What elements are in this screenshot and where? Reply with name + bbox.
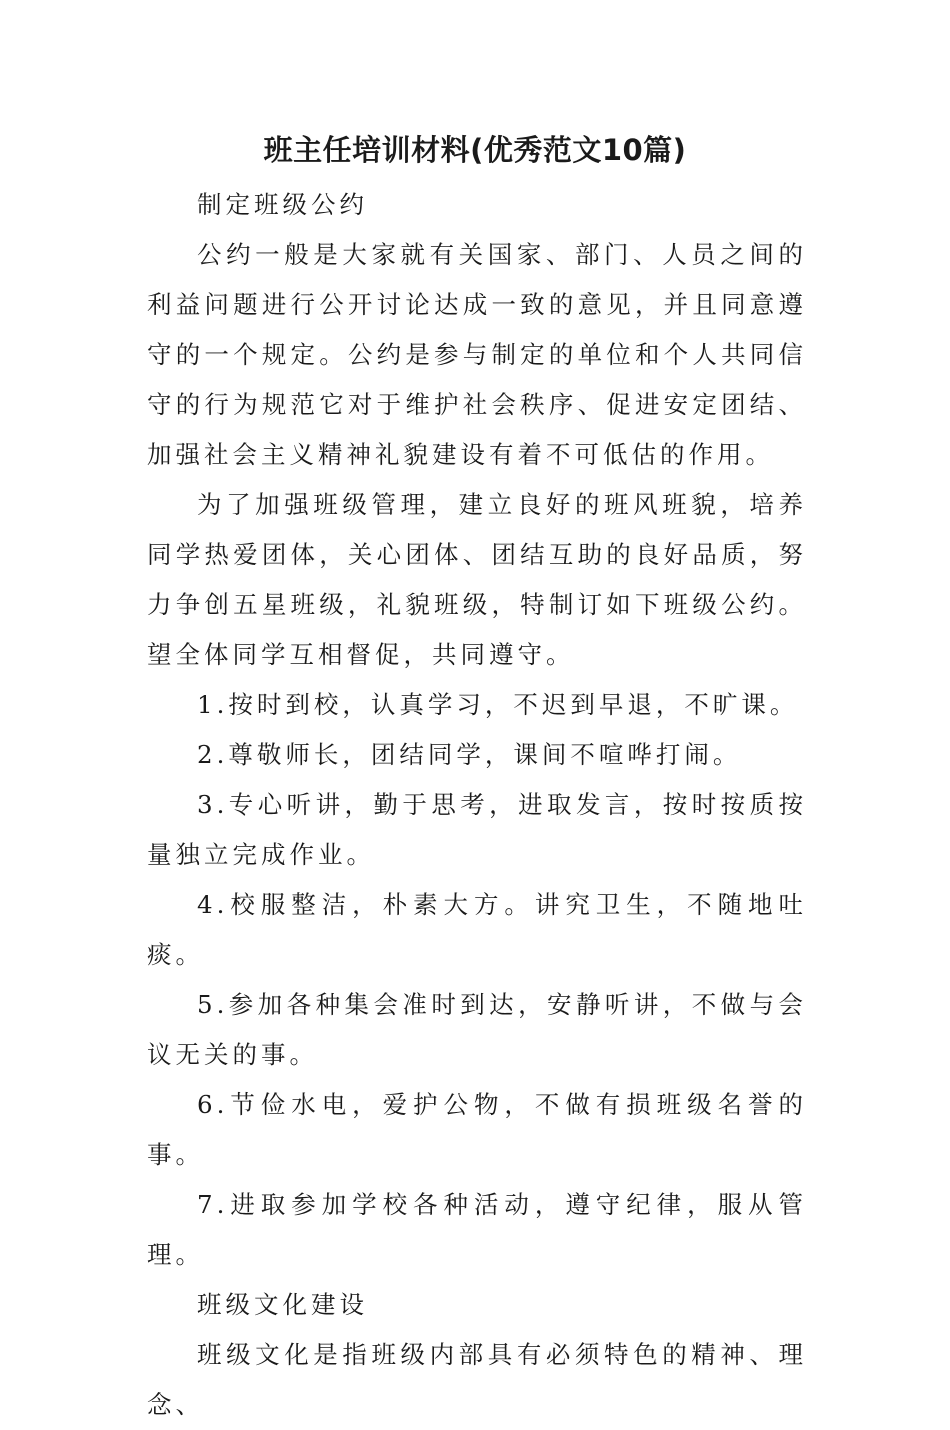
list-item-rule-6: 6.节俭水电，爱护公物，不做有损班级名誉的事。	[147, 1090, 807, 1169]
paragraph-class-culture: 班级文化是指班级内部具有必须特色的精神、理念、	[147, 1340, 807, 1419]
paragraph-convention-definition: 公约一般是大家就有关国家、部门、人员之间的利益问题进行公开讨论达成一致的意见，并且同意遵守的一个规定。公约是参与制定的单位和个人共同信守的行为规范它对于维护社会秩序、促进安定团结、加强社会主义精神礼貌建设有着不可低估的作用。	[147, 240, 807, 469]
list-item-rule-2: 2.尊敬师长，团结同学，课间不喧哗打闹。	[197, 740, 742, 769]
document-title: 班主任培训材料(优秀范文10篇)	[263, 133, 687, 167]
paragraph-convention-purpose: 为了加强班级管理，建立良好的班风班貌，培养同学热爱团体，关心团体、团结互助的良好品质，努力争创五星班级，礼貌班级，特制订如下班级公约。望全体同学互相督促，共同遵守。	[147, 490, 807, 669]
list-item-rule-1: 1.按时到校，认真学习，不迟到早退，不旷课。	[197, 690, 799, 719]
section-heading-class-culture: 班级文化建设	[197, 1290, 368, 1319]
list-item-rule-5: 5.参加各种集会准时到达，安静听讲，不做与会议无关的事。	[147, 990, 807, 1069]
section-heading-class-convention: 制定班级公约	[197, 190, 368, 219]
document-body	[147, 180, 807, 1430]
list-item-rule-7: 7.进取参加学校各种活动，遵守纪律，服从管理。	[147, 1190, 807, 1269]
list-item-rule-3: 3.专心听讲，勤于思考，进取发言，按时按质按量独立完成作业。	[147, 790, 807, 869]
list-item-rule-4: 4.校服整洁，朴素大方。讲究卫生，不随地吐痰。	[147, 890, 807, 969]
